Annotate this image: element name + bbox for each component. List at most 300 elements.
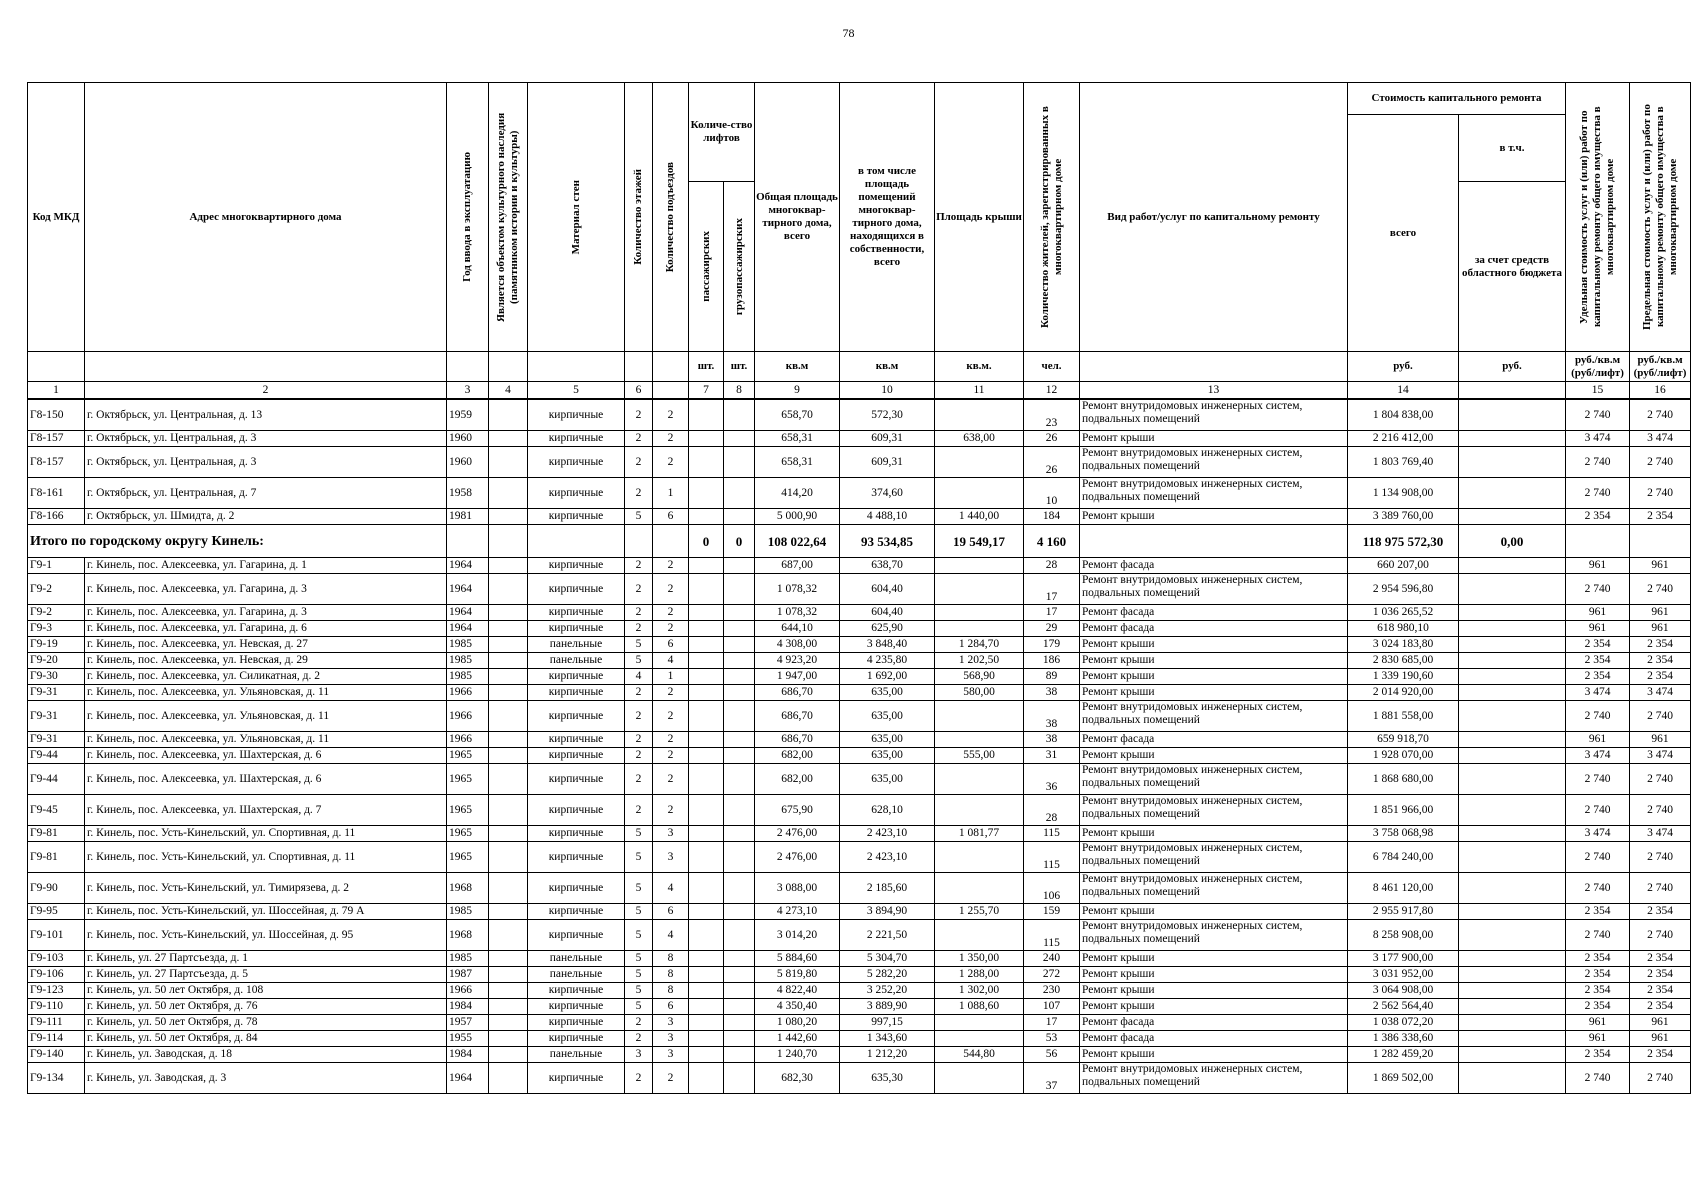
total-area: 4 350,40: [755, 999, 840, 1015]
unit-cost: 961: [1566, 605, 1630, 621]
work-type: Ремонт фасада: [1080, 605, 1348, 621]
cost-regional: [1459, 983, 1566, 999]
heritage: [489, 983, 528, 999]
residents: 179: [1024, 637, 1080, 653]
entrances: 1: [653, 478, 689, 509]
unit-rub: руб.: [1348, 352, 1459, 382]
cost-regional: [1459, 669, 1566, 685]
address: г. Октябрьск, ул. Центральная, д. 13: [85, 399, 447, 431]
mkd-code: Г9-30: [28, 669, 85, 685]
total-area: 1 078,32: [755, 605, 840, 621]
owned-area-sum: 93 534,85: [840, 525, 935, 558]
residents: 36: [1024, 764, 1080, 795]
residents: 184: [1024, 509, 1080, 525]
lifts-freight: [724, 1031, 755, 1047]
address: г. Октябрьск, ул. Шмидта, д. 2: [85, 509, 447, 525]
residents-sum: 4 160: [1024, 525, 1080, 558]
total-area: 686,70: [755, 732, 840, 748]
roof-area-sum: 19 549,17: [935, 525, 1024, 558]
total-area: 686,70: [755, 701, 840, 732]
floors: 2: [625, 447, 653, 478]
owned-area: 635,00: [840, 748, 935, 764]
column-number: [653, 382, 689, 400]
owned-area: 3 252,20: [840, 983, 935, 999]
entrances: 8: [653, 951, 689, 967]
max-cost: 961: [1630, 732, 1691, 748]
unit-cost: 2 740: [1566, 873, 1630, 904]
floors: 5: [625, 983, 653, 999]
residents: 89: [1024, 669, 1080, 685]
entrances: 2: [653, 795, 689, 826]
roof-area: 1 081,77: [935, 826, 1024, 842]
entrances: 4: [653, 920, 689, 951]
entrances: 2: [653, 447, 689, 478]
lifts-freight: [724, 653, 755, 669]
floors: 5: [625, 509, 653, 525]
address: г. Кинель, пос. Усть-Кинельский, ул. Спортивная, д. 11: [85, 826, 447, 842]
column-number: 7: [689, 382, 724, 400]
table-row: [28, 999, 1691, 1015]
cost-regional: [1459, 1015, 1566, 1031]
year-built: 1984: [447, 1047, 489, 1063]
year-built: 1955: [447, 1031, 489, 1047]
heritage: [489, 447, 528, 478]
unit-cost: 2 740: [1566, 574, 1630, 605]
wall-material: кирпичные: [528, 558, 625, 574]
lifts-freight: [724, 920, 755, 951]
lifts-freight: [724, 904, 755, 920]
total-area: 658,31: [755, 431, 840, 447]
cost-regional: [1459, 951, 1566, 967]
max-cost: 3 474: [1630, 826, 1691, 842]
max-cost: 2 354: [1630, 999, 1691, 1015]
unit-rub: руб.: [1459, 352, 1566, 382]
owned-area: 4 488,10: [840, 509, 935, 525]
lifts-passenger: [689, 574, 724, 605]
cost-total: 660 207,00: [1348, 558, 1459, 574]
year-built: 1968: [447, 920, 489, 951]
lifts-freight: [724, 431, 755, 447]
page-number: 78: [842, 26, 855, 40]
mkd-code: Г9-106: [28, 967, 85, 983]
owned-area: 635,00: [840, 732, 935, 748]
heritage: [489, 431, 528, 447]
unit-rub-sqm: руб./кв.м (руб/лифт): [1630, 352, 1691, 382]
owned-area: 3 848,40: [840, 637, 935, 653]
wall-material: кирпичные: [528, 431, 625, 447]
header-cost-total: всего: [1348, 115, 1459, 352]
table-row: [28, 1031, 1691, 1047]
residents: 17: [1024, 574, 1080, 605]
wall-material: панельные: [528, 967, 625, 983]
unit-cost: 2 354: [1566, 1047, 1630, 1063]
max-cost: 2 354: [1630, 904, 1691, 920]
floors: 5: [625, 999, 653, 1015]
column-number: 4: [489, 382, 528, 400]
residents: 23: [1024, 399, 1080, 431]
header-work-type: Вид работ/услуг по капитальному ремонту: [1080, 83, 1348, 352]
residents: 26: [1024, 431, 1080, 447]
empty-cell: [489, 525, 528, 558]
total-area-sum: 108 022,64: [755, 525, 840, 558]
owned-area: 635,30: [840, 1063, 935, 1094]
lifts-freight: [724, 558, 755, 574]
heritage: [489, 732, 528, 748]
heritage: [489, 605, 528, 621]
floors: 5: [625, 920, 653, 951]
entrances: 2: [653, 399, 689, 431]
table-row: [28, 1015, 1691, 1031]
roof-area: [935, 558, 1024, 574]
lifts-passenger: [689, 605, 724, 621]
roof-area: 1 202,50: [935, 653, 1024, 669]
cost-total: 1 339 190,60: [1348, 669, 1459, 685]
empty-cell: [447, 525, 489, 558]
mkd-code: Г9-101: [28, 920, 85, 951]
year-built: 1966: [447, 701, 489, 732]
wall-material: кирпичные: [528, 999, 625, 1015]
heritage: [489, 748, 528, 764]
floors: 2: [625, 605, 653, 621]
work-type: Ремонт внутридомовых инженерных систем, подвальных помещений: [1080, 795, 1348, 826]
lifts-passenger: [689, 920, 724, 951]
lifts-freight: [724, 951, 755, 967]
cost-total: 8 258 908,00: [1348, 920, 1459, 951]
address: г. Кинель, ул. Заводская, д. 3: [85, 1063, 447, 1094]
address: г. Кинель, ул. 50 лет Октября, д. 76: [85, 999, 447, 1015]
address: г. Кинель, пос. Алексеевка, ул. Шахтерская, д. 6: [85, 764, 447, 795]
address: г. Октябрьск, ул. Центральная, д. 7: [85, 478, 447, 509]
max-cost: 961: [1630, 1015, 1691, 1031]
wall-material: кирпичные: [528, 826, 625, 842]
entrances: 6: [653, 904, 689, 920]
owned-area: 2 221,50: [840, 920, 935, 951]
column-number: 2: [85, 382, 447, 400]
header-unit-cost: Удельная стоимость услуг и (или) работ по капитальному ремонту общего имущества в многоквартирном доме: [1566, 83, 1630, 352]
cost-regional: [1459, 399, 1566, 431]
lifts-freight: [724, 795, 755, 826]
table-row: [28, 685, 1691, 701]
roof-area: 1 440,00: [935, 509, 1024, 525]
mkd-code: Г9-111: [28, 1015, 85, 1031]
cost-regional: [1459, 685, 1566, 701]
column-number: 11: [935, 382, 1024, 400]
work-type: Ремонт крыши: [1080, 509, 1348, 525]
mkd-code: Г9-95: [28, 904, 85, 920]
max-cost: 2 740: [1630, 478, 1691, 509]
address: г. Кинель, ул. 27 Партсъезда, д. 1: [85, 951, 447, 967]
cost-total: 3 758 068,98: [1348, 826, 1459, 842]
work-type: Ремонт крыши: [1080, 999, 1348, 1015]
year-built: 1965: [447, 748, 489, 764]
unit-cost: 2 354: [1566, 904, 1630, 920]
mkd-code: Г9-90: [28, 873, 85, 904]
owned-area: 2 423,10: [840, 826, 935, 842]
column-number-row: [28, 382, 1691, 400]
empty-cell: [653, 525, 689, 558]
unit-cost: 2 740: [1566, 764, 1630, 795]
cost-total: 3 024 183,80: [1348, 637, 1459, 653]
max-cost: 961: [1630, 621, 1691, 637]
total-lifts-passenger: 0: [689, 525, 724, 558]
total-area: 2 476,00: [755, 842, 840, 873]
roof-area: 568,90: [935, 669, 1024, 685]
lifts-freight: [724, 701, 755, 732]
residents: 230: [1024, 983, 1080, 999]
year-built: 1965: [447, 795, 489, 826]
roof-area: [935, 764, 1024, 795]
header-cost: Стоимость капитального ремонта: [1348, 83, 1566, 115]
table-row: [28, 509, 1691, 525]
total-area: 5 000,90: [755, 509, 840, 525]
cost-total: 2 954 596,80: [1348, 574, 1459, 605]
address: г. Кинель, пос. Алексеевка, ул. Гагарина, д. 3: [85, 574, 447, 605]
cost-regional: [1459, 795, 1566, 826]
cost-total: 1 036 265,52: [1348, 605, 1459, 621]
wall-material: кирпичные: [528, 983, 625, 999]
unit-pcs: шт.: [689, 352, 724, 382]
table-row: [28, 653, 1691, 669]
roof-area: [935, 1015, 1024, 1031]
header-address: Адрес многоквартирного дома: [85, 83, 447, 352]
table-row: [28, 669, 1691, 685]
cost-regional: [1459, 509, 1566, 525]
total-area: 675,90: [755, 795, 840, 826]
unit-sqm: кв.м: [840, 352, 935, 382]
year-built: 1981: [447, 509, 489, 525]
cost-total: 1 804 838,00: [1348, 399, 1459, 431]
work-type: Ремонт крыши: [1080, 826, 1348, 842]
table-row: [28, 920, 1691, 951]
year-built: 1964: [447, 1063, 489, 1094]
unit-cost: 2 354: [1566, 951, 1630, 967]
unit-cost: 3 474: [1566, 826, 1630, 842]
residents: 159: [1024, 904, 1080, 920]
lifts-passenger: [689, 399, 724, 431]
max-cost: 2 354: [1630, 983, 1691, 999]
heritage: [489, 574, 528, 605]
lifts-passenger: [689, 669, 724, 685]
year-built: 1985: [447, 637, 489, 653]
lifts-freight: [724, 605, 755, 621]
lifts-passenger: [689, 685, 724, 701]
heritage: [489, 621, 528, 637]
total-area: 1 240,70: [755, 1047, 840, 1063]
total-area: 414,20: [755, 478, 840, 509]
cost-total: 8 461 120,00: [1348, 873, 1459, 904]
year-built: 1985: [447, 904, 489, 920]
roof-area: 638,00: [935, 431, 1024, 447]
cost-regional: [1459, 1047, 1566, 1063]
address: г. Кинель, ул. 50 лет Октября, д. 78: [85, 1015, 447, 1031]
entrances: 2: [653, 685, 689, 701]
work-type: Ремонт крыши: [1080, 1047, 1348, 1063]
wall-material: панельные: [528, 951, 625, 967]
unit-cost: 961: [1566, 558, 1630, 574]
roof-area: [935, 732, 1024, 748]
total-area: 4 308,00: [755, 637, 840, 653]
table-row: [28, 605, 1691, 621]
total-area: 5 819,80: [755, 967, 840, 983]
address: г. Кинель, пос. Алексеевка, ул. Ульяновская, д. 11: [85, 732, 447, 748]
owned-area: 3 894,90: [840, 904, 935, 920]
floors: 4: [625, 669, 653, 685]
roof-area: 1 288,00: [935, 967, 1024, 983]
unit-cost: 2 740: [1566, 701, 1630, 732]
mkd-code: Г8-157: [28, 447, 85, 478]
cost-total: 1 851 966,00: [1348, 795, 1459, 826]
max-cost: 2 740: [1630, 447, 1691, 478]
wall-material: кирпичные: [528, 669, 625, 685]
wall-material: кирпичные: [528, 842, 625, 873]
year-built: 1960: [447, 447, 489, 478]
work-type: Ремонт внутридомовых инженерных систем, подвальных помещений: [1080, 842, 1348, 873]
cost-total: 1 869 502,00: [1348, 1063, 1459, 1094]
header-code: Код МКД: [28, 83, 85, 352]
column-number: 3: [447, 382, 489, 400]
header-total-area: Общая площадь многоквар-тирного дома, всего: [755, 83, 840, 352]
header-cost-regional: за счет средств областного бюджета: [1459, 182, 1566, 352]
lifts-freight: [724, 399, 755, 431]
lifts-freight: [724, 983, 755, 999]
max-cost: 2 740: [1630, 842, 1691, 873]
owned-area: 604,40: [840, 574, 935, 605]
mkd-code: Г9-134: [28, 1063, 85, 1094]
lifts-passenger: [689, 1031, 724, 1047]
cost-total: 3 064 908,00: [1348, 983, 1459, 999]
total-area: 658,31: [755, 447, 840, 478]
max-cost: 2 740: [1630, 574, 1691, 605]
table-row: [28, 574, 1691, 605]
total-area: 4 822,40: [755, 983, 840, 999]
floors: 3: [625, 1047, 653, 1063]
max-cost: 3 474: [1630, 748, 1691, 764]
lifts-passenger: [689, 732, 724, 748]
unit-cost: 3 474: [1566, 748, 1630, 764]
total-area: 682,00: [755, 764, 840, 795]
owned-area: 604,40: [840, 605, 935, 621]
work-type: Ремонт фасада: [1080, 558, 1348, 574]
residents: 17: [1024, 605, 1080, 621]
table-row: [28, 431, 1691, 447]
year-built: 1985: [447, 653, 489, 669]
heritage: [489, 1063, 528, 1094]
owned-area: 5 282,20: [840, 967, 935, 983]
lifts-freight: [724, 1047, 755, 1063]
wall-material: кирпичные: [528, 764, 625, 795]
cost-total: 1 803 769,40: [1348, 447, 1459, 478]
header-material: Материал стен: [528, 83, 625, 352]
header-entrances: Количество подъездов: [653, 83, 689, 352]
total-area: 4 273,10: [755, 904, 840, 920]
roof-area: 544,80: [935, 1047, 1024, 1063]
header-lifts-passenger: пассажирских: [689, 182, 724, 352]
work-type: Ремонт крыши: [1080, 983, 1348, 999]
residents: 37: [1024, 1063, 1080, 1094]
floors: 2: [625, 685, 653, 701]
column-number: 5: [528, 382, 625, 400]
work-type: Ремонт внутридомовых инженерных систем, подвальных помещений: [1080, 478, 1348, 509]
work-type: Ремонт фасада: [1080, 621, 1348, 637]
total-area: 3 014,20: [755, 920, 840, 951]
owned-area: 625,90: [840, 621, 935, 637]
roof-area: [935, 447, 1024, 478]
cost-total: 2 562 564,40: [1348, 999, 1459, 1015]
empty-cell: [625, 525, 653, 558]
heritage: [489, 1031, 528, 1047]
unit-cost: 2 740: [1566, 1063, 1630, 1094]
work-type: Ремонт крыши: [1080, 637, 1348, 653]
address: г. Кинель, пос. Алексеевка, ул. Шахтерская, д. 6: [85, 748, 447, 764]
year-built: 1966: [447, 685, 489, 701]
cost-regional: [1459, 574, 1566, 605]
table-row: [28, 732, 1691, 748]
header-residents: Количество жителей, зарегистрированных в многоквартирном доме: [1024, 83, 1080, 352]
wall-material: панельные: [528, 653, 625, 669]
floors: 5: [625, 904, 653, 920]
column-number: 15: [1566, 382, 1630, 400]
roof-area: [935, 574, 1024, 605]
residents: 272: [1024, 967, 1080, 983]
year-built: 1964: [447, 605, 489, 621]
owned-area: 1 212,20: [840, 1047, 935, 1063]
max-cost: 961: [1630, 1031, 1691, 1047]
total-area: 1 078,32: [755, 574, 840, 605]
entrances: 3: [653, 1015, 689, 1031]
cost-regional-sum: 0,00: [1459, 525, 1566, 558]
heritage: [489, 1047, 528, 1063]
roof-area: [935, 1063, 1024, 1094]
total-area: 2 476,00: [755, 826, 840, 842]
cost-regional: [1459, 653, 1566, 669]
lifts-passenger: [689, 826, 724, 842]
total-area: 1 080,20: [755, 1015, 840, 1031]
lifts-passenger: [689, 983, 724, 999]
year-built: 1985: [447, 669, 489, 685]
address: г. Кинель, пос. Усть-Кинельский, ул. Шоссейная, д. 79 А: [85, 904, 447, 920]
header-lifts-freight: грузопассажирских: [724, 182, 755, 352]
residents: 31: [1024, 748, 1080, 764]
wall-material: кирпичные: [528, 685, 625, 701]
unit-cost: 3 474: [1566, 685, 1630, 701]
floors: 2: [625, 621, 653, 637]
wall-material: кирпичные: [528, 509, 625, 525]
cost-total: 2 830 685,00: [1348, 653, 1459, 669]
work-type: Ремонт фасада: [1080, 1031, 1348, 1047]
max-cost: 3 474: [1630, 431, 1691, 447]
table-row: [28, 748, 1691, 764]
column-number: 13: [1080, 382, 1348, 400]
unit-cost: 2 354: [1566, 653, 1630, 669]
mkd-code: Г8-157: [28, 431, 85, 447]
mkd-code: Г9-110: [28, 999, 85, 1015]
work-type: Ремонт внутридомовых инженерных систем, подвальных помещений: [1080, 1063, 1348, 1094]
year-built: 1957: [447, 1015, 489, 1031]
unit-pcs: шт.: [724, 352, 755, 382]
floors: 5: [625, 873, 653, 904]
residents: 28: [1024, 558, 1080, 574]
max-cost: 2 354: [1630, 637, 1691, 653]
cost-regional: [1459, 1031, 1566, 1047]
total-area: 644,10: [755, 621, 840, 637]
roof-area: [935, 1031, 1024, 1047]
table-row: [28, 983, 1691, 999]
entrances: 6: [653, 999, 689, 1015]
entrances: 6: [653, 637, 689, 653]
unit-sqm: кв.м: [755, 352, 840, 382]
unit-cost: 2 740: [1566, 795, 1630, 826]
max-cost: 2 354: [1630, 509, 1691, 525]
